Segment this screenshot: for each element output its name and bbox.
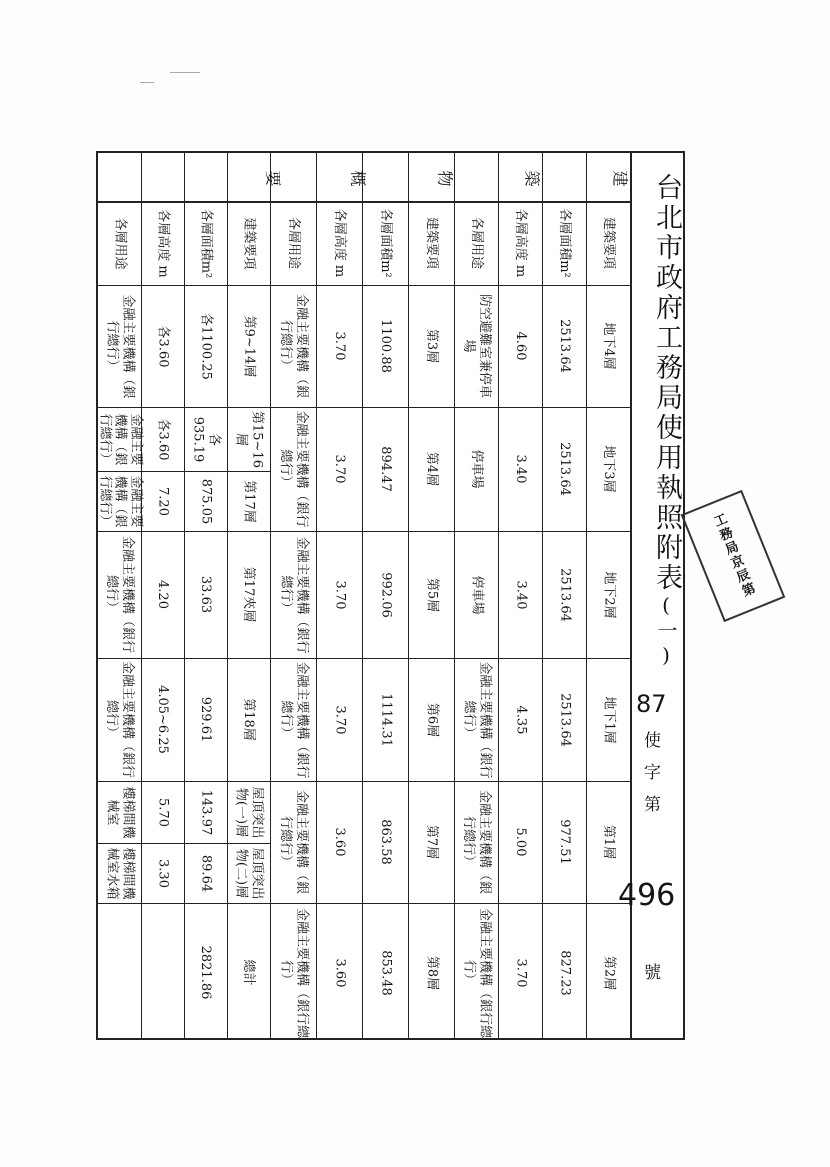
table-rule — [270, 407, 454, 408]
scan-mark — [140, 82, 154, 83]
table-cell-use: 金融主要機構（銀行總行） — [461, 907, 492, 1038]
document-title: 台北市政府工務局使用執照附表(一) — [651, 173, 682, 670]
table-cell-floor: 第5層 — [423, 577, 439, 612]
table-cell-floor: 第1層 — [600, 824, 616, 860]
table-cell-use: 金融主要機構（銀行總行） — [278, 661, 309, 779]
license-number: 496 — [618, 878, 676, 913]
table-cell-area: 977.51 — [556, 819, 572, 865]
table-cell-floor: 第3層 — [423, 328, 439, 364]
table-cell-height: 4.05~6.25 — [155, 685, 171, 754]
table-cell-floor: 第4層 — [423, 451, 439, 487]
row-header: 各層用途 — [285, 216, 301, 269]
table-cell-height: 3.40 — [512, 580, 528, 609]
table-cell-area: 各1100.25 — [198, 312, 214, 380]
row-header: 各層高度 m — [155, 208, 171, 278]
table-cell-floor: 第6層 — [423, 702, 439, 737]
table-cell-height: 5.00 — [512, 827, 528, 857]
table-cell-area: 863.58 — [377, 819, 393, 865]
table-cell-height: 3.60 — [331, 827, 347, 857]
table-cell-floor: 屋頂突出物(二)層 — [233, 846, 265, 899]
row-header: 建築要項 — [241, 216, 257, 269]
table-cell-use: 金融主要機構（銀行總行） — [96, 412, 143, 465]
table-cell-floor: 地下1層 — [600, 695, 616, 744]
table-cell-height: 3.40 — [512, 454, 528, 484]
table-cell-use: 停車場 — [468, 574, 484, 614]
section-label-char: 要 — [263, 170, 283, 187]
table-cell-use: 金融主要機構（銀行總行） — [104, 293, 136, 398]
row-header: 各層用途 — [468, 216, 484, 269]
table-rule — [270, 903, 454, 904]
table-cell-area: 875.05 — [198, 478, 214, 524]
table-cell-floor: 地下4層 — [600, 322, 616, 370]
table-cell-floor: 第15~16層 — [233, 410, 265, 468]
table-rule — [270, 531, 454, 532]
table-cell-floor: 第17夾層 — [241, 566, 257, 623]
table-cell-area: 89.64 — [198, 854, 214, 892]
table-cell-use: 金融主要機構（銀行總行） — [96, 474, 143, 527]
table-cell-area: 2821.86 — [198, 945, 214, 1000]
table-cell-area: 2513.64 — [556, 567, 572, 622]
row-header: 各層面積m² — [198, 208, 214, 278]
table-rule — [98, 285, 270, 286]
table-rule — [98, 903, 270, 904]
license-char-1: 使 — [644, 731, 661, 751]
table-rule — [270, 658, 454, 659]
table-frame — [96, 151, 685, 1040]
row-header: 各層高度 m — [331, 208, 347, 278]
table-rule — [454, 903, 630, 904]
table-cell-height: 各3.60 — [155, 418, 171, 460]
table-cell-floor: 屋頂突出物(一)層 — [233, 785, 265, 838]
table-cell-area: 1100.88 — [377, 319, 393, 373]
table-cell-height — [143, 906, 182, 1039]
table-rule — [98, 531, 270, 532]
table-cell-area: 827.23 — [556, 949, 572, 996]
table-cell-height: 4.20 — [155, 580, 171, 609]
table-cell-height: 5.70 — [155, 797, 171, 827]
table-cell-height: 4.60 — [512, 331, 528, 361]
table-cell-area: 1114.31 — [377, 692, 393, 747]
table-cell-height: 7.20 — [155, 486, 171, 516]
table-cell-use: 防空避難室兼停車場 — [461, 293, 492, 398]
table-cell-area: 2513.64 — [556, 692, 572, 747]
table-rule — [98, 658, 270, 659]
table-cell-use: 金融主要機構（銀行總行） — [461, 789, 492, 894]
table-cell-use: 金融主要機構（銀行總行） — [278, 789, 309, 894]
table-rule — [98, 407, 270, 408]
table-cell-floor: 第18層 — [241, 698, 257, 741]
row-header: 各層用途 — [112, 216, 128, 269]
table-cell-area: 各935.19 — [190, 416, 222, 462]
section-label-char: 概 — [348, 170, 368, 187]
table-cell-area: 929.61 — [198, 696, 214, 743]
table-cell-use: 金融主要機構（銀行總行） — [278, 907, 309, 1038]
table-cell-height: 各3.60 — [155, 325, 171, 367]
table-cell-height: 3.70 — [331, 705, 347, 734]
table-cell-floor: 地下3層 — [600, 445, 616, 493]
table-cell-floor: 第2層 — [600, 955, 616, 990]
table-rule — [454, 407, 630, 408]
row-header: 各層高度 m — [512, 208, 528, 278]
license-number-suffix: 號 — [644, 963, 661, 983]
official-stamp: 工務局京辰第 — [681, 490, 786, 622]
table-rule — [98, 201, 630, 203]
table-rule — [454, 285, 630, 286]
table-rule — [98, 843, 270, 844]
table-cell-use: 金融主要機構（銀行總行） — [104, 535, 136, 653]
row-header: 各層面積m² — [556, 208, 572, 278]
table-rule — [270, 781, 454, 782]
table-cell-height: 3.30 — [155, 858, 171, 888]
table-cell-use: 樓梯間機械室水箱 — [104, 846, 136, 899]
table-rule — [454, 531, 630, 532]
table-cell-height: 3.70 — [331, 580, 347, 609]
scan-mark — [170, 72, 200, 73]
table-cell-use: 金融主要機構（銀行總行） — [461, 661, 492, 779]
table-cell-area: 894.47 — [377, 446, 393, 492]
table-cell-use: 樓梯間機械室 — [104, 785, 136, 838]
table-rule — [454, 781, 630, 782]
table-cell-area: 33.63 — [198, 575, 214, 614]
table-cell-floor: 第8層 — [423, 955, 439, 990]
table-rule — [270, 285, 454, 286]
table-cell-use: 金融主要機構（銀行總行） — [278, 293, 309, 398]
table-rule — [454, 658, 630, 659]
table-cell-floor: 第7層 — [423, 824, 439, 860]
section-label-char: 築 — [522, 170, 542, 187]
table-rule — [98, 781, 270, 782]
license-year: 87 — [636, 690, 667, 718]
table-cell-area: 2513.64 — [556, 319, 572, 373]
section-label-char: 物 — [435, 170, 455, 187]
table-cell-height: 4.35 — [512, 705, 528, 734]
section-label-char: 建 — [610, 170, 630, 187]
table-rule — [98, 471, 270, 472]
table-cell-floor: 總計 — [241, 959, 257, 986]
row-header: 建築要項 — [600, 216, 616, 269]
row-header: 建築要項 — [423, 216, 439, 269]
table-cell-height: 3.70 — [331, 331, 347, 361]
table-cell-area: 143.97 — [198, 789, 214, 835]
row-header: 各層面積m² — [377, 208, 393, 278]
license-char-3: 第 — [644, 795, 661, 815]
table-cell-height: 3.70 — [512, 958, 528, 987]
table-cell-use: 金融主要機構（銀行總行） — [278, 535, 309, 653]
table-cell-floor: 第9~14層 — [241, 315, 257, 377]
table-cell-height: 3.60 — [331, 958, 347, 987]
table-cell-use — [100, 906, 139, 1039]
table-cell-use: 金融主要機構（銀行總行） — [104, 661, 136, 779]
table-cell-use: 停車場 — [468, 449, 484, 489]
table-cell-area: 2513.64 — [556, 442, 572, 496]
table-cell-height: 3.70 — [331, 454, 347, 484]
table-cell-floor: 地下2層 — [600, 570, 616, 619]
table-cell-floor: 第17層 — [241, 479, 257, 523]
table-cell-use: 金融主要機構（銀行總行） — [278, 410, 309, 528]
table-cell-area: 992.06 — [377, 571, 393, 618]
table-cell-area: 853.48 — [377, 949, 393, 996]
license-char-2: 字 — [644, 763, 661, 783]
